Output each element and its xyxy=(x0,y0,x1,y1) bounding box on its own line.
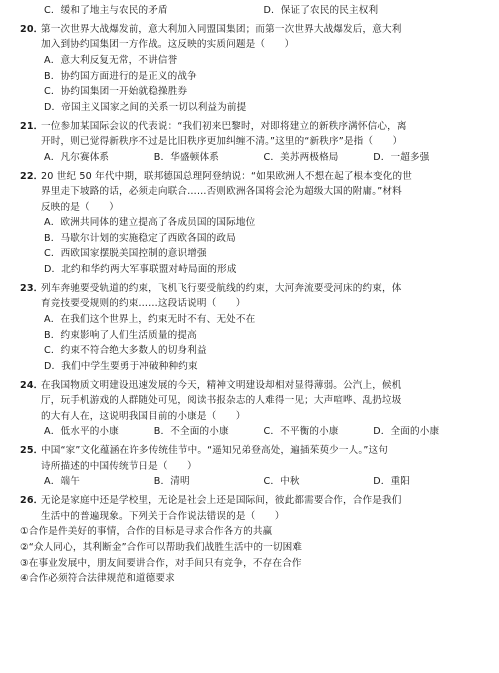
answer-option[interactable]: A．意大利反复无常，不讲信誉 xyxy=(44,54,178,66)
question-number: 22． xyxy=(20,170,44,182)
question-number: 20． xyxy=(20,23,44,35)
question-stem-text: 在我国物质文明建设迅速发展的今天，精神文明建设却相对显得薄弱。公汽上，候机 xyxy=(41,379,402,391)
question-stem-line: 诗所描述的中国传统节日是（ ） xyxy=(41,460,197,472)
answer-option[interactable]: A．凡尔赛体系 xyxy=(44,151,110,163)
statement-item[interactable]: ④合作必须符合法律规范和道德要求 xyxy=(20,573,175,585)
question-block xyxy=(20,443,483,490)
question-number: 24． xyxy=(20,379,44,391)
question-stem-line: 的大有人在，这说明我国目前的小康是（ ） xyxy=(41,410,246,422)
answer-option[interactable]: B．华盛顿体系 xyxy=(153,151,219,163)
answer-option[interactable]: D．重阳 xyxy=(373,476,411,488)
answer-option[interactable]: A．在我们这个世界上，约束无时不有、无处不在 xyxy=(44,314,256,326)
question-stem-line xyxy=(20,281,483,297)
answer-option[interactable]: D．帝国主义国家之间的关系一切以利益为前提 xyxy=(44,101,247,113)
answer-option[interactable]: B．清明 xyxy=(153,476,190,488)
answer-option[interactable]: D．全面的小康 xyxy=(373,426,440,438)
question-stem-line: 界里走下坡路的话，必须走向联合……否则欧洲各国将会沦为超级大国的附庸。”材料 xyxy=(41,186,402,198)
question-stem-line: 开时，则已觉得新秩序不过是比旧秩序更加纠缠不清。”这里的“新秩序”是指（ ） xyxy=(41,136,403,148)
statement-item[interactable]: ②“众人同心，其利断金”合作可以帮助我们战胜生活中的一切困难 xyxy=(20,541,303,553)
answer-option[interactable]: C．美苏两极格局 xyxy=(263,151,339,163)
question-number: 21． xyxy=(20,120,44,132)
question-stem-line xyxy=(20,22,483,38)
answer-option[interactable]: C．协约国集团一开始就稳操胜券 xyxy=(44,86,188,98)
question-block xyxy=(20,119,483,166)
option-d[interactable]: D．保证了农民的民主权利 xyxy=(263,5,379,16)
question-stem-line xyxy=(20,378,483,394)
question-stem-line: 育竞技要受规则的约束……这段话说明（ ） xyxy=(41,298,246,310)
answer-options-row xyxy=(20,424,483,440)
question-number: 26． xyxy=(20,495,44,507)
answer-options-row xyxy=(20,474,483,490)
answer-option[interactable]: B．协约国方面进行的是正义的战争 xyxy=(44,70,197,82)
answer-option[interactable]: C．中秋 xyxy=(263,476,300,488)
answer-option[interactable]: C．不平衡的小康 xyxy=(263,426,339,438)
answer-option[interactable]: B．马歇尔计划的实施稳定了西欧各国的政局 xyxy=(44,232,236,244)
question-stem-line: 加入到协约国集团一方作战。这反映的实质问题是（ ） xyxy=(41,39,295,51)
question-list xyxy=(20,22,483,587)
question-stem-text: 第一次世界大战爆发前，意大利加入同盟国集团；而第一次世界大战爆发后，意大利 xyxy=(41,23,402,35)
question-stem-line xyxy=(20,169,483,185)
question-stem-line: 生活中的普遍现象。下列关于合作说法错误的是（ ） xyxy=(41,510,285,522)
question-block xyxy=(20,493,483,587)
answer-option[interactable]: D．我们中学生要勇于冲破种种约束 xyxy=(44,360,198,372)
question-block xyxy=(20,22,483,116)
answer-option[interactable]: A．端午 xyxy=(44,476,80,488)
question-number: 23． xyxy=(20,282,44,294)
question-block xyxy=(20,378,483,440)
question-stem-line xyxy=(20,119,483,135)
question-stem-text: 20 世纪 50 年代中期，联邦德国总理阿登纳说：“如果欧洲人不想在起了根本变化的世 xyxy=(41,170,413,182)
answer-option[interactable]: D．北约和华约两大军事联盟对峙局面的形成 xyxy=(44,264,237,276)
answer-option[interactable]: A．欧洲共同体的建立提高了各成员国的国际地位 xyxy=(44,217,256,229)
question-stem-text: 无论是家庭中还是学校里，无论是社会上还是国际间，彼此都需要合作，合作是我们 xyxy=(41,495,402,507)
question-stem-line: 反映的是（ ） xyxy=(41,201,119,213)
question-block xyxy=(20,281,483,375)
answer-option[interactable]: C．约束不符合绝大多数人的切身利益 xyxy=(44,345,207,357)
question-number: 25． xyxy=(20,445,44,457)
question-stem-line xyxy=(20,443,483,459)
top-options-row xyxy=(20,3,483,19)
answer-option[interactable]: C．西欧国家摆脱美国控制的意识增强 xyxy=(44,248,207,260)
answer-option[interactable]: B．约束影响了人们生活质量的提高 xyxy=(44,329,197,341)
statement-item[interactable]: ①合作是件美好的事情，合作的目标是寻求合作各方的共赢 xyxy=(20,526,273,538)
answer-option[interactable]: D．一超多强 xyxy=(373,151,430,163)
question-block xyxy=(20,169,483,278)
answer-option[interactable]: B．不全面的小康 xyxy=(153,426,229,438)
question-stem-text: 列车奔驰要受轨道的约束，飞机飞行要受航线的约束，大河奔流要受河床的约束，体 xyxy=(41,282,402,294)
option-c[interactable]: C．缓和了地主与农民的矛盾 xyxy=(44,5,168,16)
answer-options-row xyxy=(20,150,483,166)
question-stem-text: 一位参加某国际会议的代表说：“我们初来巴黎时，对即将建立的新秩序满怀信心，离 xyxy=(41,120,407,132)
statement-item[interactable]: ③在事业发展中，朋友间要讲合作，对手间只有竞争，不存在合作 xyxy=(20,557,302,569)
question-stem-line xyxy=(20,493,483,509)
answer-option[interactable]: A．低水平的小康 xyxy=(44,426,119,438)
question-stem-text: 中国“家”文化蕴涵在许多传统佳节中。“遥知兄弟登高处，遍插茱萸少一人。”这句 xyxy=(41,445,388,457)
question-stem-line: 厅，玩手机游戏的人群随处可见，阅读书报杂志的人难得一见；大声喧哗、乱扔垃圾 xyxy=(41,395,402,407)
